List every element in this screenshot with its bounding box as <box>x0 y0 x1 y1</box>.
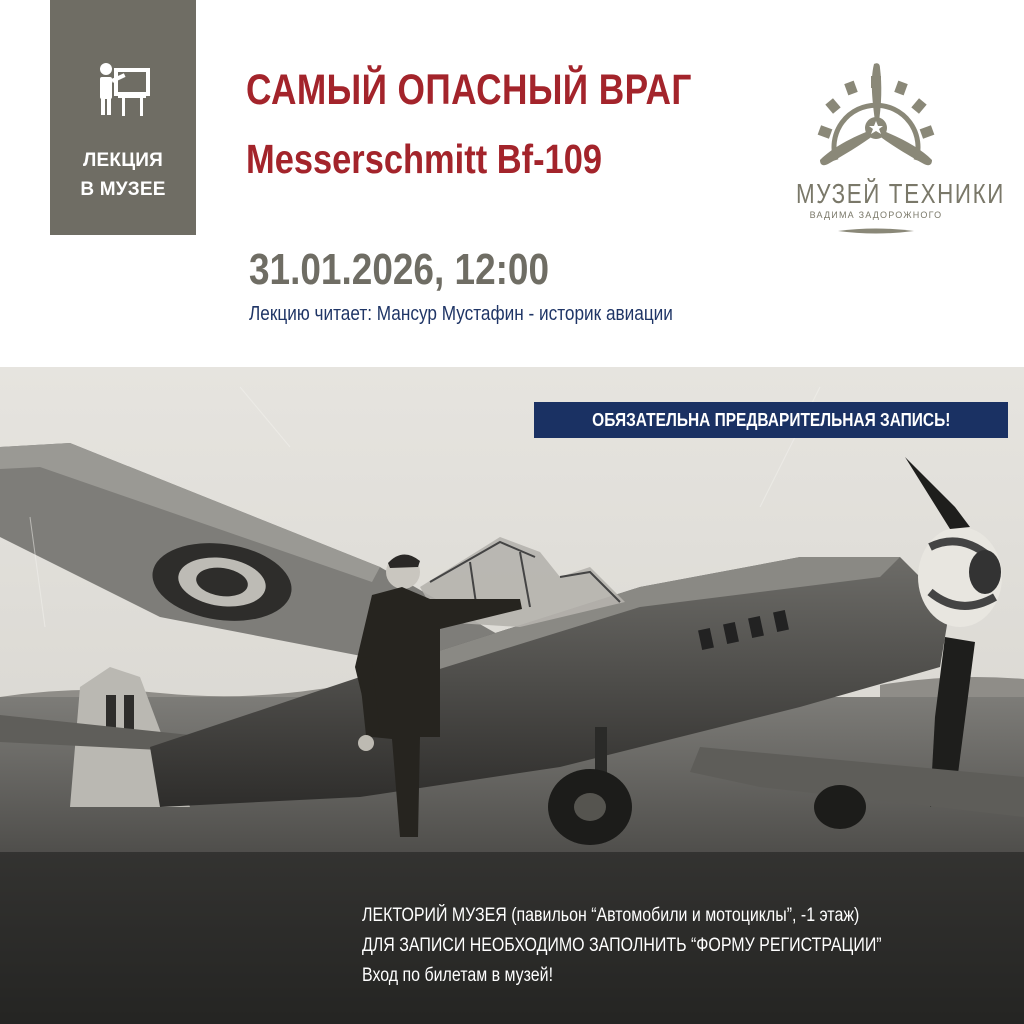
lecture-presenter-icon <box>96 60 152 120</box>
event-lecturer: Лекцию читает: Мансур Мустафин - историк авиации <box>249 303 673 325</box>
event-info <box>362 901 882 991</box>
museum-logo <box>776 60 1005 240</box>
event-datetime: 31.01.2026, 12:00 <box>249 245 550 294</box>
museum-subname: ВАДИМА ЗАДОРОЖНОГО <box>809 210 943 220</box>
info-location: ЛЕКТОРИЙ МУЗЕЯ (павильон “Автомобили и мотоциклы”, -1 этаж) <box>362 905 860 926</box>
badge-line-2: В МУЗЕЕ <box>80 179 166 200</box>
badge-label <box>50 146 196 204</box>
registration-required-banner <box>534 402 1008 438</box>
badge-line-1: ЛЕКЦИЯ <box>83 150 163 171</box>
info-tickets: Вход по билетам в музей! <box>362 965 554 986</box>
info-registration: ДЛЯ ЗАПИСИ НЕОБХОДИМО ЗАПОЛНИТЬ “ФОРМУ РЕГИСТРАЦИИ” <box>362 935 882 956</box>
lecture-badge <box>50 0 196 235</box>
event-title: САМЫЙ ОПАСНЫЙ ВРАГ <box>246 66 692 114</box>
notice-text: ОБЯЗАТЕЛЬНА ПРЕДВАРИТЕЛЬНАЯ ЗАПИСЬ! <box>591 410 951 430</box>
logo-underline <box>776 224 976 238</box>
museum-name: МУЗЕЙ ТЕХНИКИ <box>796 178 1005 209</box>
event-subtitle: Messerschmitt Bf-109 <box>246 136 603 182</box>
propeller-gear-icon <box>776 60 976 175</box>
